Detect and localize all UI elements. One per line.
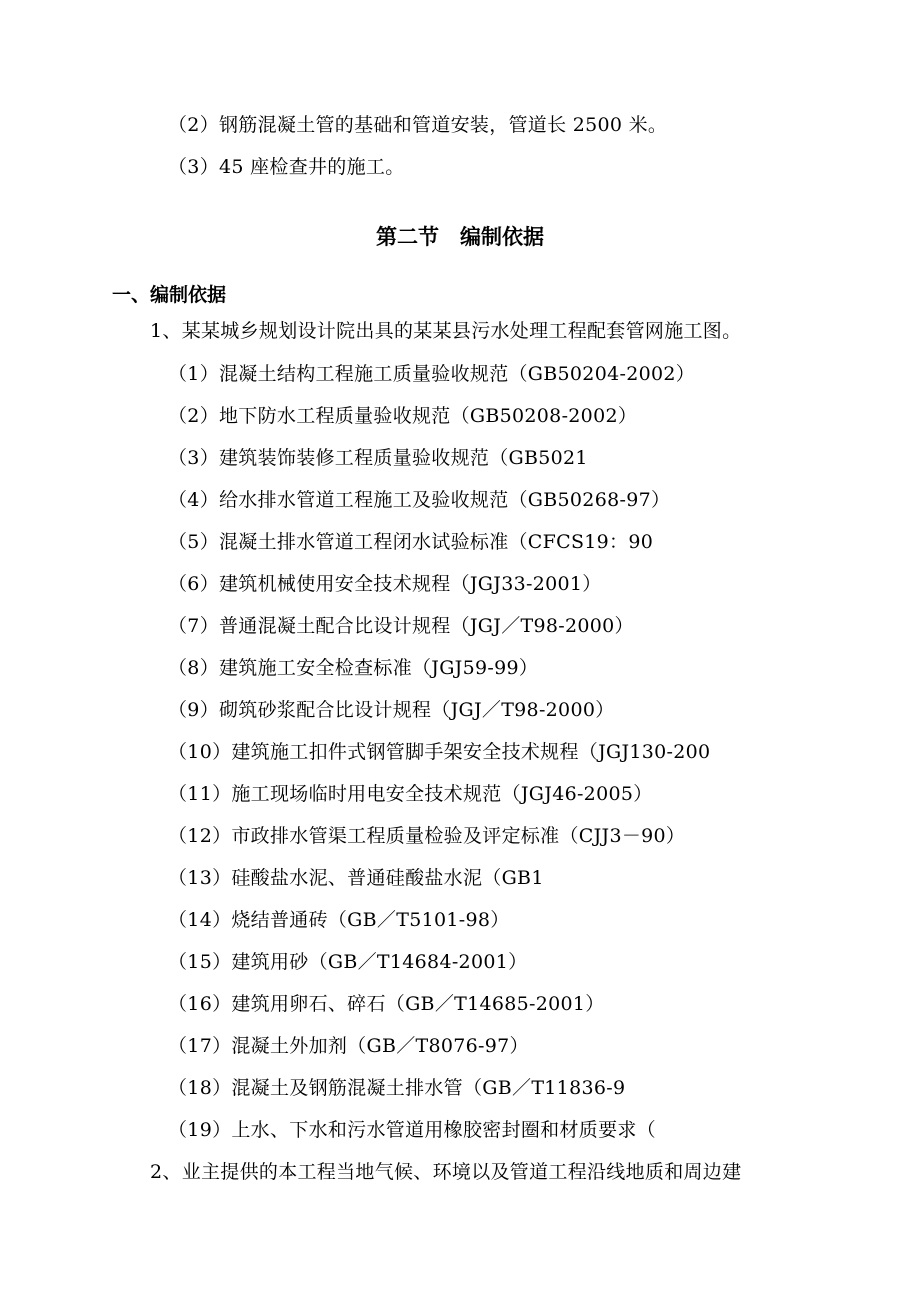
paragraph: 2、业主提供的本工程当地气候、环境以及管道工程沿线地质和周边建 — [150, 1161, 742, 1183]
standard-item: （17）混凝土外加剂（GB／T8076-97） — [168, 1035, 529, 1057]
standard-item: （5）混凝土排水管道工程闭水试验标准（CFCS19：90 — [168, 531, 654, 553]
standard-item: （4）给水排水管道工程施工及验收规范（GB50268-97） — [168, 489, 671, 511]
list-item: （3）45 座检查井的施工。 — [168, 156, 405, 178]
standard-item: （18）混凝土及钢筋混凝土排水管（GB／T11836-9 — [168, 1077, 626, 1099]
subsection-title: 一、编制依据 — [112, 284, 227, 306]
standard-item: （19）上水、下水和污水管道用橡胶密封圈和材质要求（ — [168, 1119, 656, 1141]
standard-item: （13）硅酸盐水泥、普通硅酸盐水泥（GB1 — [168, 867, 544, 889]
standard-item: （10）建筑施工扣件式钢管脚手架安全技术规程（JGJ130-200 — [168, 741, 711, 763]
list-item: （2）钢筋混凝土管的基础和管道安装，管道长 2500 米。 — [168, 114, 668, 136]
standard-item: （14）烧结普通砖（GB／T5101-98） — [168, 909, 510, 931]
standard-item: （11）施工现场临时用电安全技术规范（JGJ46-2005） — [168, 783, 653, 805]
standard-item: （1）混凝土结构工程施工质量验收规范（GB50204-2002） — [168, 363, 696, 385]
standard-item: （3）建筑装饰装修工程质量验收规范（GB5021 — [168, 447, 588, 469]
standard-item: （6）建筑机械使用安全技术规程（JGJ33-2001） — [168, 573, 602, 595]
standard-item: （12）市政排水管渠工程质量检验及评定标准（CJJ3－90） — [168, 825, 686, 847]
standard-item: （9）砌筑砂浆配合比设计规程（JGJ／T98-2000） — [168, 699, 615, 721]
standard-item: （7）普通混凝土配合比设计规程（JGJ／T98-2000） — [168, 615, 634, 637]
section-title: 第二节 编制依据 — [376, 225, 544, 249]
standard-item: （16）建筑用卵石、碎石（GB／T14685-2001） — [168, 993, 605, 1015]
standard-item: （8）建筑施工安全检查标准（JGJ59-99） — [168, 657, 539, 679]
paragraph: 1、某某城乡规划设计院出具的某某县污水处理工程配套管网施工图。 — [150, 320, 742, 342]
standard-item: （15）建筑用砂（GB／T14684-2001） — [168, 951, 528, 973]
standard-item: （2）地下防水工程质量验收规范（GB50208-2002） — [168, 405, 638, 427]
